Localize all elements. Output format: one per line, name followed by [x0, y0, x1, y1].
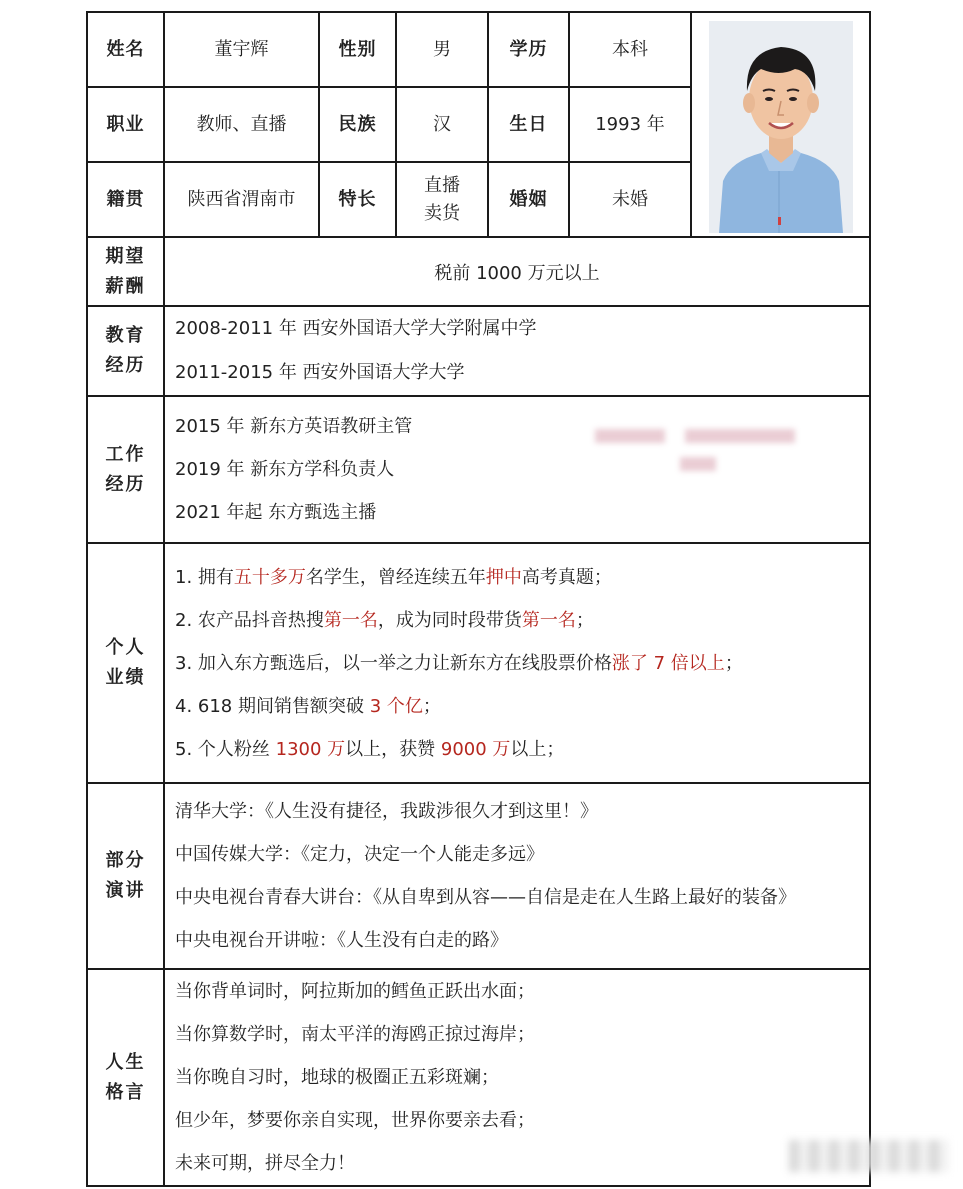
motto-item: 未来可期，拼尽全力！: [175, 1153, 355, 1174]
redacted-blur: [680, 457, 716, 471]
work-history-label: [87, 396, 164, 543]
work-label-line1: 工作: [105, 443, 146, 465]
specialty-label: 特长: [319, 162, 396, 237]
achievement-highlight: 9000 万: [440, 738, 511, 760]
motto-content: [164, 969, 870, 1186]
speeches-content: [164, 783, 870, 969]
achievements-label-line2: 业绩: [105, 667, 146, 688]
speeches-label-line2: 演讲: [105, 880, 146, 901]
marriage-label: 婚姻: [488, 162, 569, 237]
redacted-blur: [595, 429, 665, 443]
achievement-text: 1. 拥有: [175, 566, 234, 588]
motto-label-line1: 人生: [105, 1051, 146, 1073]
work-item: 2021 年起 东方甄选主播: [175, 502, 377, 523]
achievements-label-line1: 个人: [105, 637, 146, 658]
photo-cell: [691, 12, 870, 237]
motto-item: 但少年，梦要你亲自实现，世界你要亲去看；: [175, 1110, 535, 1131]
speech-item: 中国传媒大学：《定力，决定一个人能走多远》: [175, 844, 544, 865]
education-level-value: 本科: [569, 12, 691, 87]
speeches-label: [87, 783, 164, 969]
achievement-text: ；: [724, 652, 743, 674]
speeches-label-line1: 部分: [105, 850, 146, 871]
achievement-text: 5. 个人粉丝: [175, 738, 276, 760]
motto-item: 当你晚自习时，地球的极圈正五彩斑斓；: [175, 1067, 499, 1088]
redacted-blur: [685, 429, 795, 443]
speech-item: 中央电视台青春大讲台：《从自卑到从容——自信是走在人生路上最好的装备》: [175, 887, 796, 908]
speech-item: 中央电视台开讲啦：《人生没有白走的路》: [175, 930, 508, 951]
achievement-text: ；: [575, 609, 594, 631]
education-history-label: [87, 306, 164, 396]
gender-label: 性别: [319, 12, 396, 87]
name-value: 董宇辉: [164, 12, 319, 87]
work-history-content: [164, 396, 870, 543]
work-list: [175, 405, 869, 534]
motto-item: 当你算数学时，南太平洋的海鸥正掠过海岸；: [175, 1024, 535, 1045]
salary-label-line1: 期望: [105, 245, 146, 267]
motto-item: 当你背单词时，阿拉斯加的鳕鱼正跃出水面；: [175, 981, 535, 1002]
achievement-highlight: 第一名: [521, 609, 576, 631]
achievement-item: [175, 728, 869, 771]
person-portrait-icon: [709, 21, 853, 233]
achievement-item: [175, 642, 869, 685]
education-item: 2008-2011 年 西安外国语大学大学附属中学: [175, 318, 537, 339]
marriage-value: 未婚: [569, 162, 691, 237]
ethnicity-label: 民族: [319, 87, 396, 162]
education-item: 2011-2015 年 西安外国语大学大学: [175, 362, 465, 383]
achievement-highlight: 第一名: [323, 609, 378, 631]
achievement-text: 以上，获赞: [345, 738, 441, 760]
achievement-highlight: 3 个亿: [369, 695, 423, 717]
education-label-line2: 经历: [105, 355, 146, 376]
achievement-text: 以上；: [510, 738, 565, 760]
name-label: 姓名: [87, 12, 164, 87]
achievement-item: [175, 599, 869, 642]
achievement-text: 2. 农产品抖音热搜: [175, 609, 324, 631]
gender-value: 男: [396, 12, 488, 87]
salary-label: [87, 237, 164, 306]
achievement-item: [175, 685, 869, 728]
achievement-text: ，成为同时段带货: [377, 609, 522, 631]
specialty-value-line1: 直播: [424, 174, 460, 196]
achievement-text: 名学生，曾经连续五年: [305, 566, 486, 588]
achievement-highlight: 1300 万: [275, 738, 346, 760]
achievement-item: [175, 556, 869, 599]
job-value: 教师、直播: [164, 87, 319, 162]
job-label: 职业: [87, 87, 164, 162]
education-level-label: 学历: [488, 12, 569, 87]
achievement-text: 4. 618 期间销售额突破: [175, 695, 370, 717]
achievement-highlight: 押中: [485, 566, 522, 588]
watermark-blur: [789, 1140, 949, 1172]
speech-item: 清华大学：《人生没有捷径，我跋涉很久才到这里！》: [175, 801, 598, 822]
ethnicity-value: 汉: [396, 87, 488, 162]
salary-label-line2: 薪酬: [105, 275, 146, 297]
birthday-label: 生日: [488, 87, 569, 162]
achievement-highlight: 五十多万: [233, 566, 306, 588]
achievements-label: [87, 543, 164, 783]
hometown-value: 陕西省渭南市: [164, 162, 319, 237]
work-item: 2019 年 新东方学科负责人: [175, 459, 395, 480]
education-history-content: [164, 306, 870, 396]
achievement-text: ；: [422, 695, 441, 717]
achievements-content: [164, 543, 870, 783]
specialty-value-line2: 卖货: [424, 202, 460, 224]
achievement-text: 3. 加入东方甄选后，以一举之力让新东方在线股票价格: [175, 652, 612, 674]
salary-value: 税前 1000 万元以上: [164, 237, 870, 306]
specialty-value: [396, 162, 488, 237]
work-label-line2: 经历: [105, 473, 146, 495]
hometown-label: 籍贯: [87, 162, 164, 237]
birthday-value: 1993 年: [569, 87, 691, 162]
motto-label: [87, 969, 164, 1186]
education-label-line1: 教育: [105, 325, 146, 346]
motto-label-line2: 格言: [105, 1081, 146, 1103]
resume-table: [86, 11, 871, 1187]
work-item: 2015 年 新东方英语教研主管: [175, 416, 413, 437]
achievement-highlight: 涨了 7 倍以上: [611, 652, 725, 674]
achievement-text: 高考真题；: [521, 566, 612, 588]
